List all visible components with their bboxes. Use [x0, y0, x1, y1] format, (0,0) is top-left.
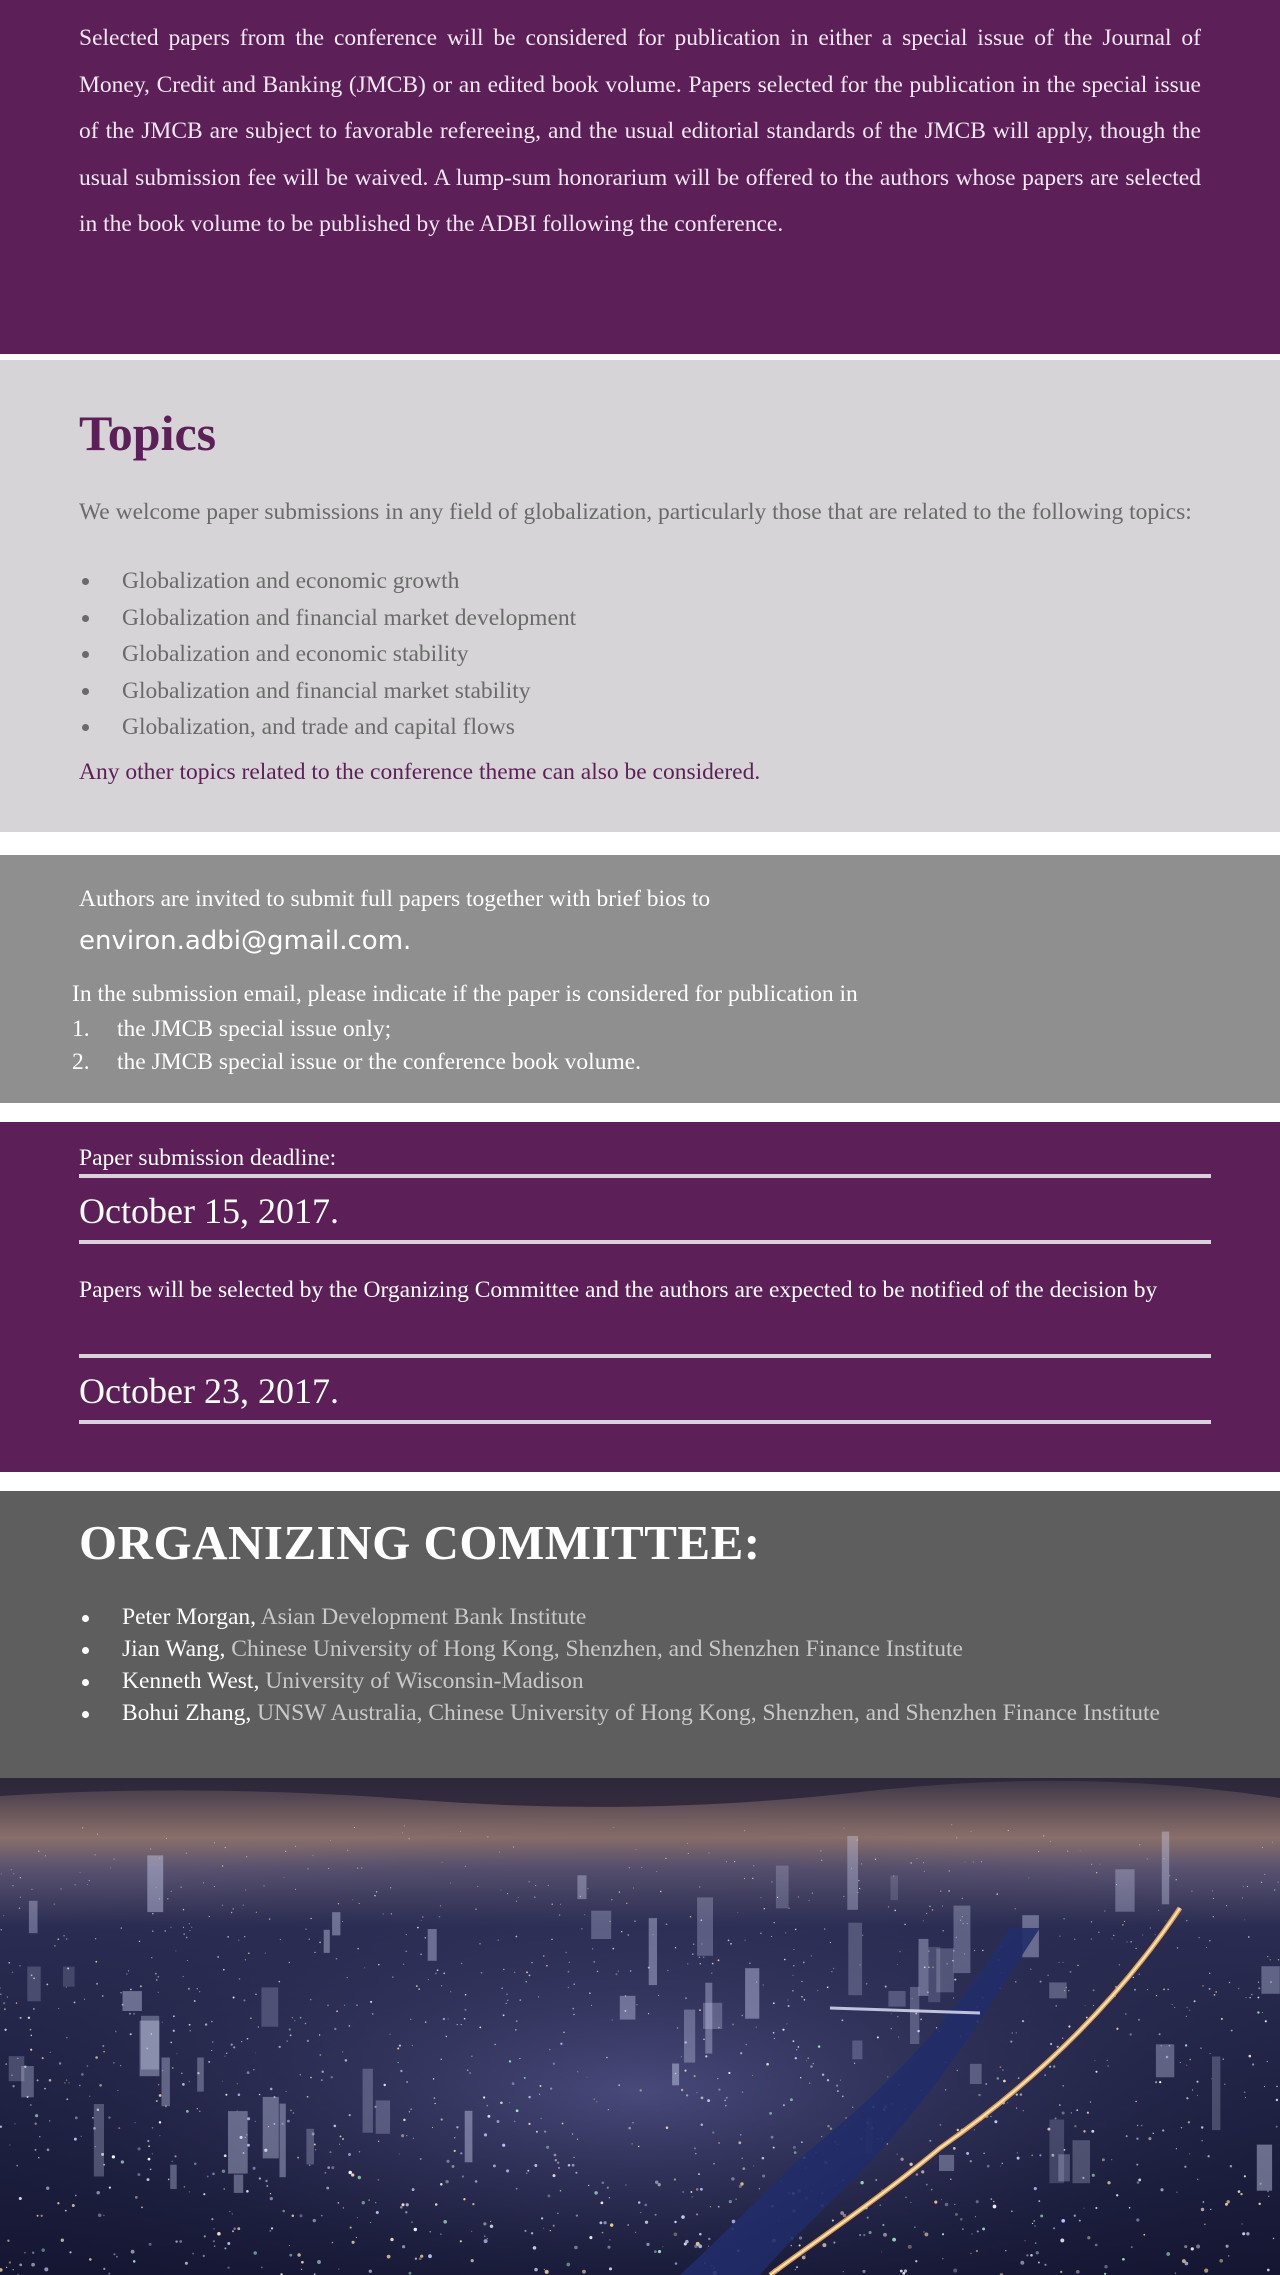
topic-item: Globalization and financial market stability	[79, 673, 576, 710]
submission-email[interactable]: environ.adbi@gmail.com.	[79, 926, 412, 956]
topic-item: Globalization, and trade and capital flows	[79, 709, 576, 746]
publication-section	[0, 0, 1280, 354]
notification-text: Papers will be selected by the Organizing Committee and the authors are expected to be notified of the decision by	[79, 1277, 1158, 1303]
divider	[79, 1240, 1211, 1244]
committee-section	[0, 1491, 1280, 1778]
submission-note: In the submission email, please indicate if the paper is considered for publication in	[72, 981, 858, 1007]
topics-section	[0, 360, 1280, 832]
member-name: Bohui Zhang,	[122, 1700, 252, 1726]
topics-note: Any other topics related to the conference theme can also be considered.	[79, 759, 761, 785]
member-affiliation: Chinese University of Hong Kong, Shenzhen, and Shenzhen Finance Institute	[225, 1636, 963, 1662]
submission-options-list	[72, 1013, 641, 1079]
topic-item: Globalization and economic growth	[79, 563, 576, 600]
submission-option	[72, 1046, 641, 1079]
member-name: Kenneth West,	[122, 1668, 260, 1694]
topics-heading: Topics	[79, 405, 217, 461]
member-name: Peter Morgan,	[122, 1604, 257, 1630]
option-text: the JMCB special issue or the conference book volume.	[117, 1049, 642, 1075]
topic-item: Globalization and economic stability	[79, 636, 576, 673]
cityscape-image	[0, 1778, 1280, 2275]
topics-intro: We welcome paper submissions in any field of globalization, particularly those that are related to the following topics:	[79, 499, 1192, 525]
committee-member	[79, 1603, 1179, 1632]
committee-member	[79, 1699, 1179, 1728]
deadline-label: Paper submission deadline:	[79, 1145, 337, 1171]
divider	[79, 1174, 1211, 1178]
committee-heading: ORGANIZING COMMITTEE:	[79, 1515, 761, 1570]
divider	[79, 1354, 1211, 1358]
option-number: 1.	[72, 1016, 90, 1042]
committee-member	[79, 1667, 1179, 1696]
notification-date: October 23, 2017.	[79, 1371, 339, 1411]
member-affiliation: University of Wisconsin-Madison	[259, 1668, 584, 1694]
divider	[79, 1420, 1211, 1424]
dates-section	[0, 1122, 1280, 1472]
committee-list	[79, 1603, 1179, 1731]
deadline-date: October 15, 2017.	[79, 1191, 339, 1231]
member-affiliation: Asian Development Bank Institute	[256, 1604, 587, 1630]
submission-section	[0, 855, 1280, 1103]
submission-option	[72, 1013, 641, 1046]
topics-list	[79, 563, 576, 746]
member-affiliation: UNSW Australia, Chinese University of Hong Kong, Shenzhen, and Shenzhen Finance Institute	[251, 1700, 1160, 1726]
committee-member	[79, 1635, 1179, 1664]
option-text: the JMCB special issue only;	[117, 1016, 392, 1042]
option-number: 2.	[72, 1049, 90, 1075]
submission-intro: Authors are invited to submit full papers together with brief bios to	[79, 886, 711, 912]
member-name: Jian Wang,	[122, 1636, 226, 1662]
publication-text: Selected papers from the conference will be considered for publication in either a special issue of the Journal of Money, Credit and Banking (JMCB) or an edited book volume. Papers selected for the publication in the special issue of the JMCB are subject to favorable refereeing, and the usual editorial standards of the JMCB will apply, though the usual submission fee will be waived. A lump-sum honorarium will be offered to the authors whose papers are selected in the book volume to be published by the ADBI following the conference.	[79, 25, 1201, 237]
topic-item: Globalization and financial market development	[79, 600, 576, 637]
city-night-photo	[0, 1778, 1280, 2275]
